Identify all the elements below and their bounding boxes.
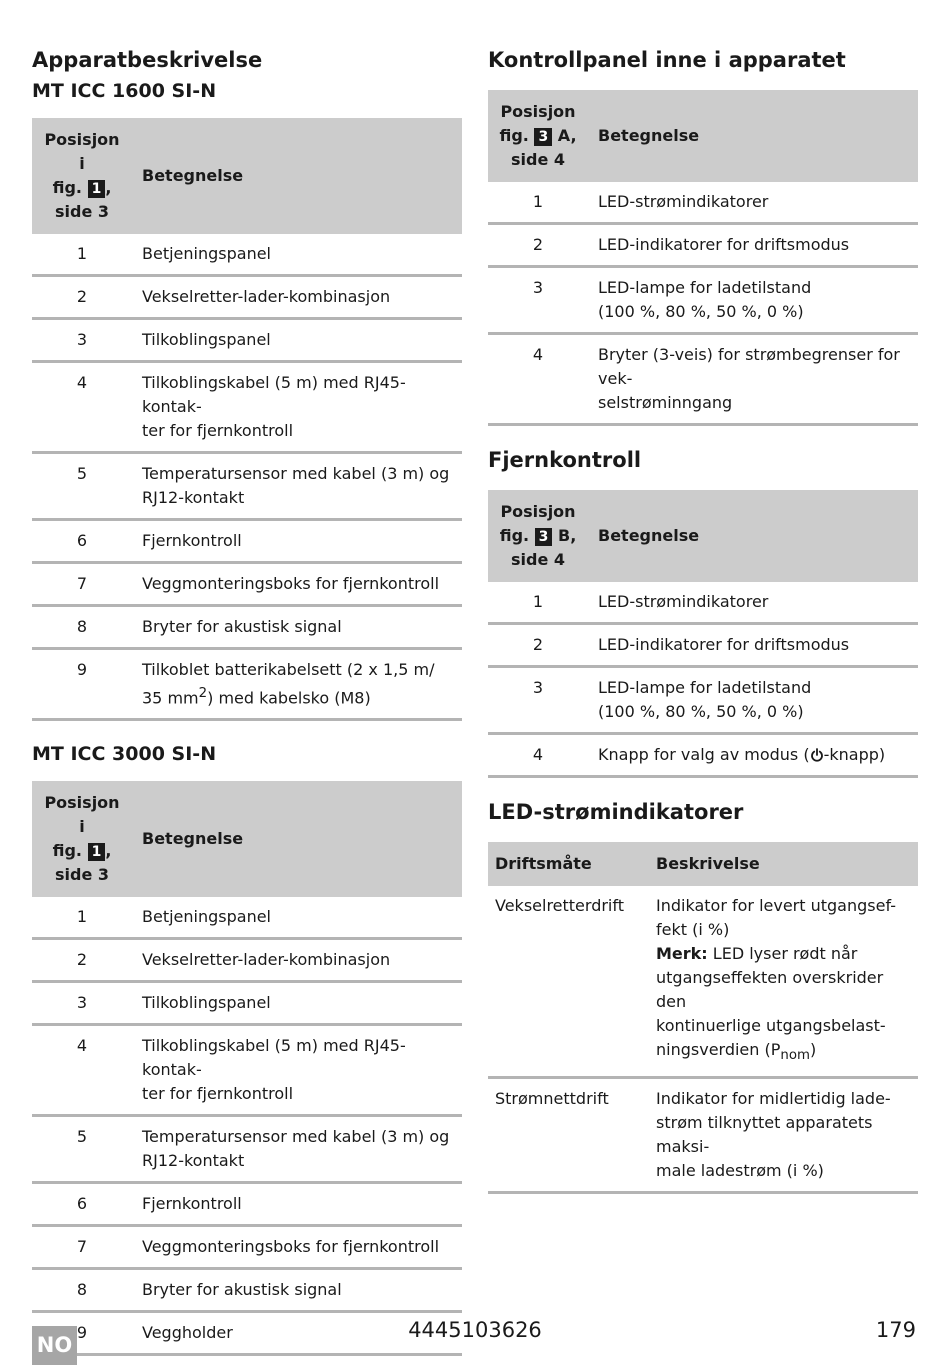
table-heading-led-power-indicators: LED-strømindikatorer: [488, 800, 744, 824]
row-label-text: RJ12-kontakt: [142, 488, 245, 507]
row-label-text: LED-indikatorer for driftsmodus: [598, 235, 850, 254]
row-number: 9: [32, 1312, 132, 1355]
table-row: [32, 897, 462, 939]
right-column: [488, 44, 918, 1194]
row-label-text: LED-indikatorer for driftsmodus: [598, 635, 850, 654]
row-label: [132, 649, 462, 720]
header-text: ,: [105, 178, 112, 197]
table-row: [32, 649, 462, 720]
row-label-text: ter for fjernkontroll: [142, 1084, 294, 1104]
row-label: [588, 667, 918, 734]
row-label-text: Vekselretter-lader-kombinasjon: [142, 287, 391, 306]
table-header-row: [488, 490, 918, 582]
row-label-text: 35 mm: [142, 688, 199, 708]
row-label: [588, 624, 918, 667]
row-label-text: Bryter for akustisk signal: [142, 1280, 342, 1300]
table-row: [488, 1078, 918, 1193]
table-heading-remote-control: Fjernkontroll: [488, 448, 642, 472]
row-number: 3: [32, 319, 132, 362]
row-label-text: Tilkoblingspanel: [142, 330, 271, 349]
subscript: nom: [780, 1048, 810, 1064]
row-label: [132, 1183, 462, 1226]
row-number: 9: [32, 649, 132, 720]
row-label-text: -knapp): [823, 745, 886, 764]
description-column-header: Beskrivelse: [649, 842, 918, 886]
description-text: Indikator for midlertidig lade-: [656, 1089, 891, 1109]
row-label-text: LED-strømindikatorer: [598, 192, 769, 211]
label-column-header: Betegnelse: [588, 490, 918, 582]
table-row: [32, 276, 462, 319]
row-label: [132, 234, 462, 276]
control-panel-table: [488, 90, 918, 426]
row-label-text: ) med kabelsko (M8): [207, 688, 371, 708]
row-number: 1: [488, 582, 588, 624]
row-label: [132, 982, 462, 1025]
row-label: [588, 334, 918, 425]
row-label: [132, 520, 462, 563]
row-label-text: Veggmonteringsboks for fjernkontroll: [142, 574, 440, 593]
table-row: [32, 1269, 462, 1312]
row-label: [132, 1025, 462, 1116]
note-text: ningsverdien (P: [656, 1040, 781, 1059]
label-column-header: Betegnelse: [588, 90, 918, 182]
row-label: [588, 267, 918, 334]
table-row: [32, 1025, 462, 1116]
row-number: 5: [32, 453, 132, 520]
row-label-text: Betjeningspanel: [142, 244, 271, 263]
note-text: kontinuerlige utgangsbelast-: [656, 1016, 886, 1035]
position-column-header: [32, 118, 132, 234]
row-label-text: ter for fjernkontroll: [142, 421, 294, 440]
table-row: [32, 520, 462, 563]
figure-badge: 3: [534, 128, 552, 146]
header-text: side 4: [510, 550, 565, 569]
table-row: [32, 939, 462, 982]
row-description: [649, 886, 918, 1078]
header-text: A,: [557, 126, 577, 145]
page-number: 179: [875, 1318, 916, 1342]
power-icon: [810, 748, 824, 762]
row-number: 2: [32, 276, 132, 319]
table-row: [32, 1116, 462, 1183]
row-number: 7: [32, 563, 132, 606]
row-label: [132, 897, 462, 939]
row-label: [588, 734, 918, 777]
note-text: ): [809, 1040, 817, 1059]
header-text: Posisjon: [500, 102, 576, 121]
label-column-header: Betegnelse: [132, 118, 462, 234]
row-label-text: Bryter (3-veis) for strømbegrenser for vek-: [598, 345, 900, 388]
table-heading-mt-icc-1600: MT ICC 1600 SI-N: [32, 80, 217, 102]
table-row: [488, 582, 918, 624]
component-table-mt-icc-1600: [32, 118, 462, 721]
position-column-header: [32, 781, 132, 897]
row-label: [132, 319, 462, 362]
row-label-text: (100 %, 80 %, 50 %, 0 %): [598, 702, 804, 721]
row-label: [132, 276, 462, 319]
row-number: 3: [32, 982, 132, 1025]
row-number: 6: [32, 520, 132, 563]
row-label-text: (100 %, 80 %, 50 %, 0 %): [598, 302, 804, 321]
table-row: [32, 982, 462, 1025]
left-column: [32, 44, 462, 1356]
row-label-text: Tilkoblingspanel: [142, 993, 271, 1013]
header-text: ,: [105, 841, 112, 861]
table-heading-control-panel: Kontrollpanel inne i apparatet: [488, 48, 846, 72]
row-label-text: Temperatursensor med kabel (3 m) og: [142, 1127, 450, 1147]
table-header-row: [488, 842, 918, 886]
figure-badge: 1: [88, 843, 106, 861]
row-label: [588, 582, 918, 624]
table-row: [32, 1183, 462, 1226]
row-number: 4: [488, 334, 588, 425]
header-text: fig.: [499, 126, 529, 145]
row-description: [649, 1078, 918, 1193]
table-header-row: [32, 781, 462, 897]
row-label: [132, 1116, 462, 1183]
row-number: 5: [32, 1116, 132, 1183]
row-number: 1: [32, 234, 132, 276]
table-row: [488, 624, 918, 667]
row-label-text: Betjeningspanel: [142, 907, 271, 927]
description-text: strøm tilknyttet apparatets maksi-: [656, 1113, 873, 1157]
table-header-row: [488, 90, 918, 182]
table-row: [32, 563, 462, 606]
table-row: [488, 267, 918, 334]
row-number: 1: [488, 182, 588, 224]
document-number: 4445103626: [408, 1318, 542, 1342]
row-label-text: Veggholder: [142, 1323, 233, 1343]
row-label-text: LED-strømindikatorer: [598, 592, 769, 611]
table-row: [488, 667, 918, 734]
row-number: 8: [32, 606, 132, 649]
table-row: [488, 224, 918, 267]
row-mode: Vekselretterdrift: [488, 886, 649, 1078]
row-number: 1: [32, 897, 132, 939]
row-number: 4: [32, 1025, 132, 1116]
table-row: [32, 319, 462, 362]
table-row: [488, 734, 918, 777]
language-badge: NO: [32, 1326, 77, 1365]
table-row: [488, 334, 918, 425]
table-heading-mt-icc-3000: MT ICC 3000 SI-N: [32, 743, 217, 766]
row-label-text: Tilkoblet batterikabelsett (2 x 1,5 m/: [142, 660, 435, 679]
row-label-text: Tilkoblingskabel (5 m) med RJ45-kontak-: [142, 373, 406, 416]
label-column-header: Betegnelse: [132, 781, 462, 897]
row-number: 4: [488, 734, 588, 777]
row-number: 7: [32, 1226, 132, 1269]
figure-badge: 1: [88, 180, 106, 198]
row-label: [132, 362, 462, 453]
row-number: 4: [32, 362, 132, 453]
table-row: [32, 453, 462, 520]
header-text: Posisjon i: [44, 130, 120, 173]
row-label-text: selstrøminngang: [598, 393, 733, 412]
header-text: fig.: [52, 178, 82, 197]
description-text: Indikator for levert utgangsef-: [656, 896, 896, 915]
mode-column-header: Driftsmåte: [488, 842, 649, 886]
row-number: 3: [488, 267, 588, 334]
component-table-mt-icc-3000: [32, 781, 462, 1356]
table-row: [32, 362, 462, 453]
row-label: [132, 563, 462, 606]
table-row: [32, 1226, 462, 1269]
row-number: 2: [32, 939, 132, 982]
row-label-text: Vekselretter-lader-kombinasjon: [142, 950, 391, 970]
note-text: LED lyser rødt når: [707, 944, 858, 963]
note-text: utgangseffekten overskrider den: [656, 968, 884, 1011]
row-label-text: Tilkoblingskabel (5 m) med RJ45-kontak-: [142, 1036, 406, 1080]
row-label-text: Knapp for valg av modus (: [598, 745, 810, 764]
header-text: fig.: [52, 841, 82, 861]
header-text: fig.: [499, 526, 530, 545]
row-label-text: LED-lampe for ladetilstand: [598, 678, 812, 697]
row-label-text: Veggmonteringsboks for fjernkontroll: [142, 1237, 440, 1257]
table-header-row: [32, 118, 462, 234]
row-label: [132, 606, 462, 649]
row-label-text: Fjernkontroll: [142, 1194, 242, 1214]
row-number: 8: [32, 1269, 132, 1312]
header-text: Posisjon i: [44, 793, 120, 837]
table-row: [32, 234, 462, 276]
superscript: 2: [198, 686, 208, 701]
header-text: side 4: [510, 150, 565, 169]
row-label-text: Bryter for akustisk signal: [142, 617, 342, 636]
led-indicator-table: [488, 842, 918, 1194]
row-number: 2: [488, 624, 588, 667]
row-label: [132, 1269, 462, 1312]
table-row: [32, 606, 462, 649]
row-label: [132, 453, 462, 520]
figure-badge: 3: [535, 528, 553, 546]
position-column-header: [488, 490, 588, 582]
row-number: 3: [488, 667, 588, 734]
table-row: [488, 886, 918, 1078]
row-label: [588, 224, 918, 267]
row-number: 2: [488, 224, 588, 267]
row-label-text: Temperatursensor med kabel (3 m) og: [142, 464, 450, 483]
row-label-text: LED-lampe for ladetilstand: [598, 278, 812, 297]
row-number: 6: [32, 1183, 132, 1226]
description-text: fekt (i %): [656, 920, 730, 939]
header-text: B,: [558, 526, 577, 545]
row-label-text: Fjernkontroll: [142, 531, 242, 550]
row-label-text: RJ12-kontakt: [142, 1151, 245, 1171]
remote-control-table: [488, 490, 918, 778]
position-column-header: [488, 90, 588, 182]
table-row: [488, 182, 918, 224]
row-label: [588, 182, 918, 224]
description-text: male ladestrøm (i %): [656, 1161, 824, 1181]
header-text: side 3: [54, 202, 109, 221]
row-mode: Strømnettdrift: [488, 1078, 649, 1193]
row-label: [132, 1226, 462, 1269]
header-text: Posisjon: [500, 502, 576, 521]
row-label: [132, 939, 462, 982]
section-title: Apparatbeskrivelse: [32, 48, 263, 72]
header-text: side 3: [54, 865, 109, 885]
note-label: Merk:: [656, 944, 708, 963]
